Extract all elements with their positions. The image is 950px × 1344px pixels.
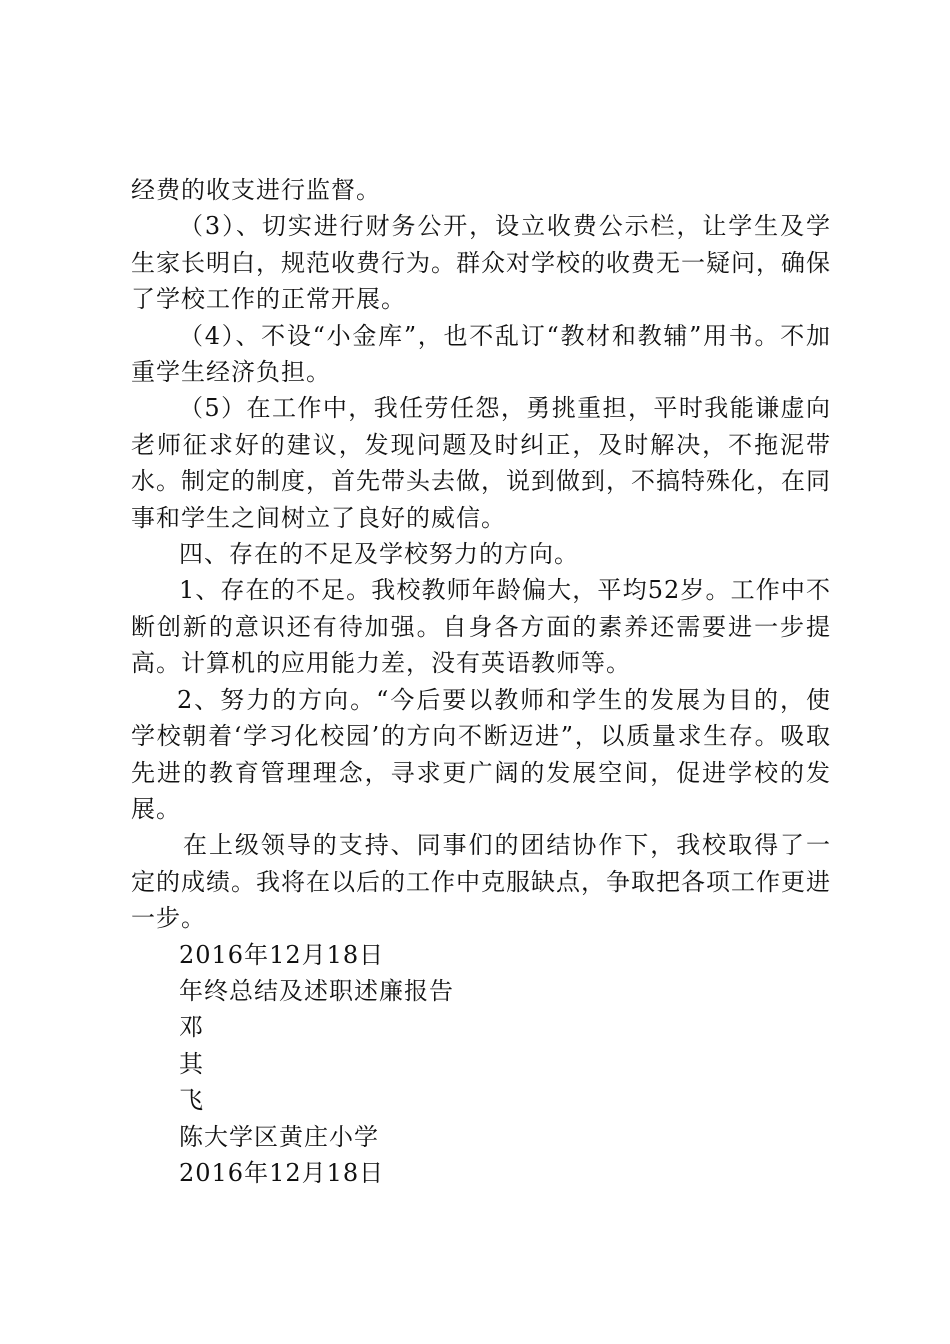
signature-block — [131, 937, 831, 1192]
paragraph-item-3: （3）、切实进行财务公开，设立收费公示栏，让学生及学生家长明白，规范收费行为。群众对学校的收费无一疑问，确保了学校工作的正常开展。 — [131, 212, 831, 314]
paragraph-shortcomings: 1、存在的不足。我校教师年龄偏大，平均52岁。工作中不断创新的意识还有待加强。自身各方面的素养还需要进一步提高。计算机的应用能力差，没有英语教师等。 — [131, 576, 831, 678]
paragraph-item-5: （5）在工作中，我任劳任怨，勇挑重担，平时我能谦虚向老师征求好的建议，发现问题及时纠正，及时解决，不拖泥带水。制定的制度，首先带头去做，说到做到，不搞特殊化，在同事和学生之间树立了良好的威信。 — [131, 394, 831, 532]
paragraph-continuation: 经费的收支进行监督。 — [131, 176, 381, 204]
paragraph-item-4: （4）、不设“小金库”，也不乱订“教材和教辅”用书。不加重学生经济负担。 — [131, 321, 831, 387]
author-name-char-3: 飞 — [179, 1086, 204, 1115]
report-title: 年终总结及述职述廉报告 — [179, 976, 454, 1005]
author-name-char-2: 其 — [179, 1049, 204, 1078]
paragraph-direction: 2、努力的方向。“今后要以教师和学生的发展为目的，使学校朝着‘学习化校园’的方向不断迈进”，以质量求生存。吸取先进的教育管理理念，寻求更广阔的发展空间，促进学校的发展。 — [131, 685, 831, 823]
school-name: 陈大学区黄庄小学 — [179, 1122, 379, 1151]
author-name-char-1: 邓 — [179, 1013, 204, 1042]
paragraph-conclusion: 在上级领导的支持、同事们的团结协作下，我校取得了一定的成绩。我将在以后的工作中克服缺点，争取把各项工作更进一步。 — [131, 831, 831, 933]
date-line-1: 2016年12月18日 — [179, 940, 385, 969]
date-line-2: 2016年12月18日 — [179, 1158, 385, 1187]
document-body — [131, 172, 831, 1191]
section-heading-4: 四、存在的不足及学校努力的方向。 — [179, 540, 579, 569]
